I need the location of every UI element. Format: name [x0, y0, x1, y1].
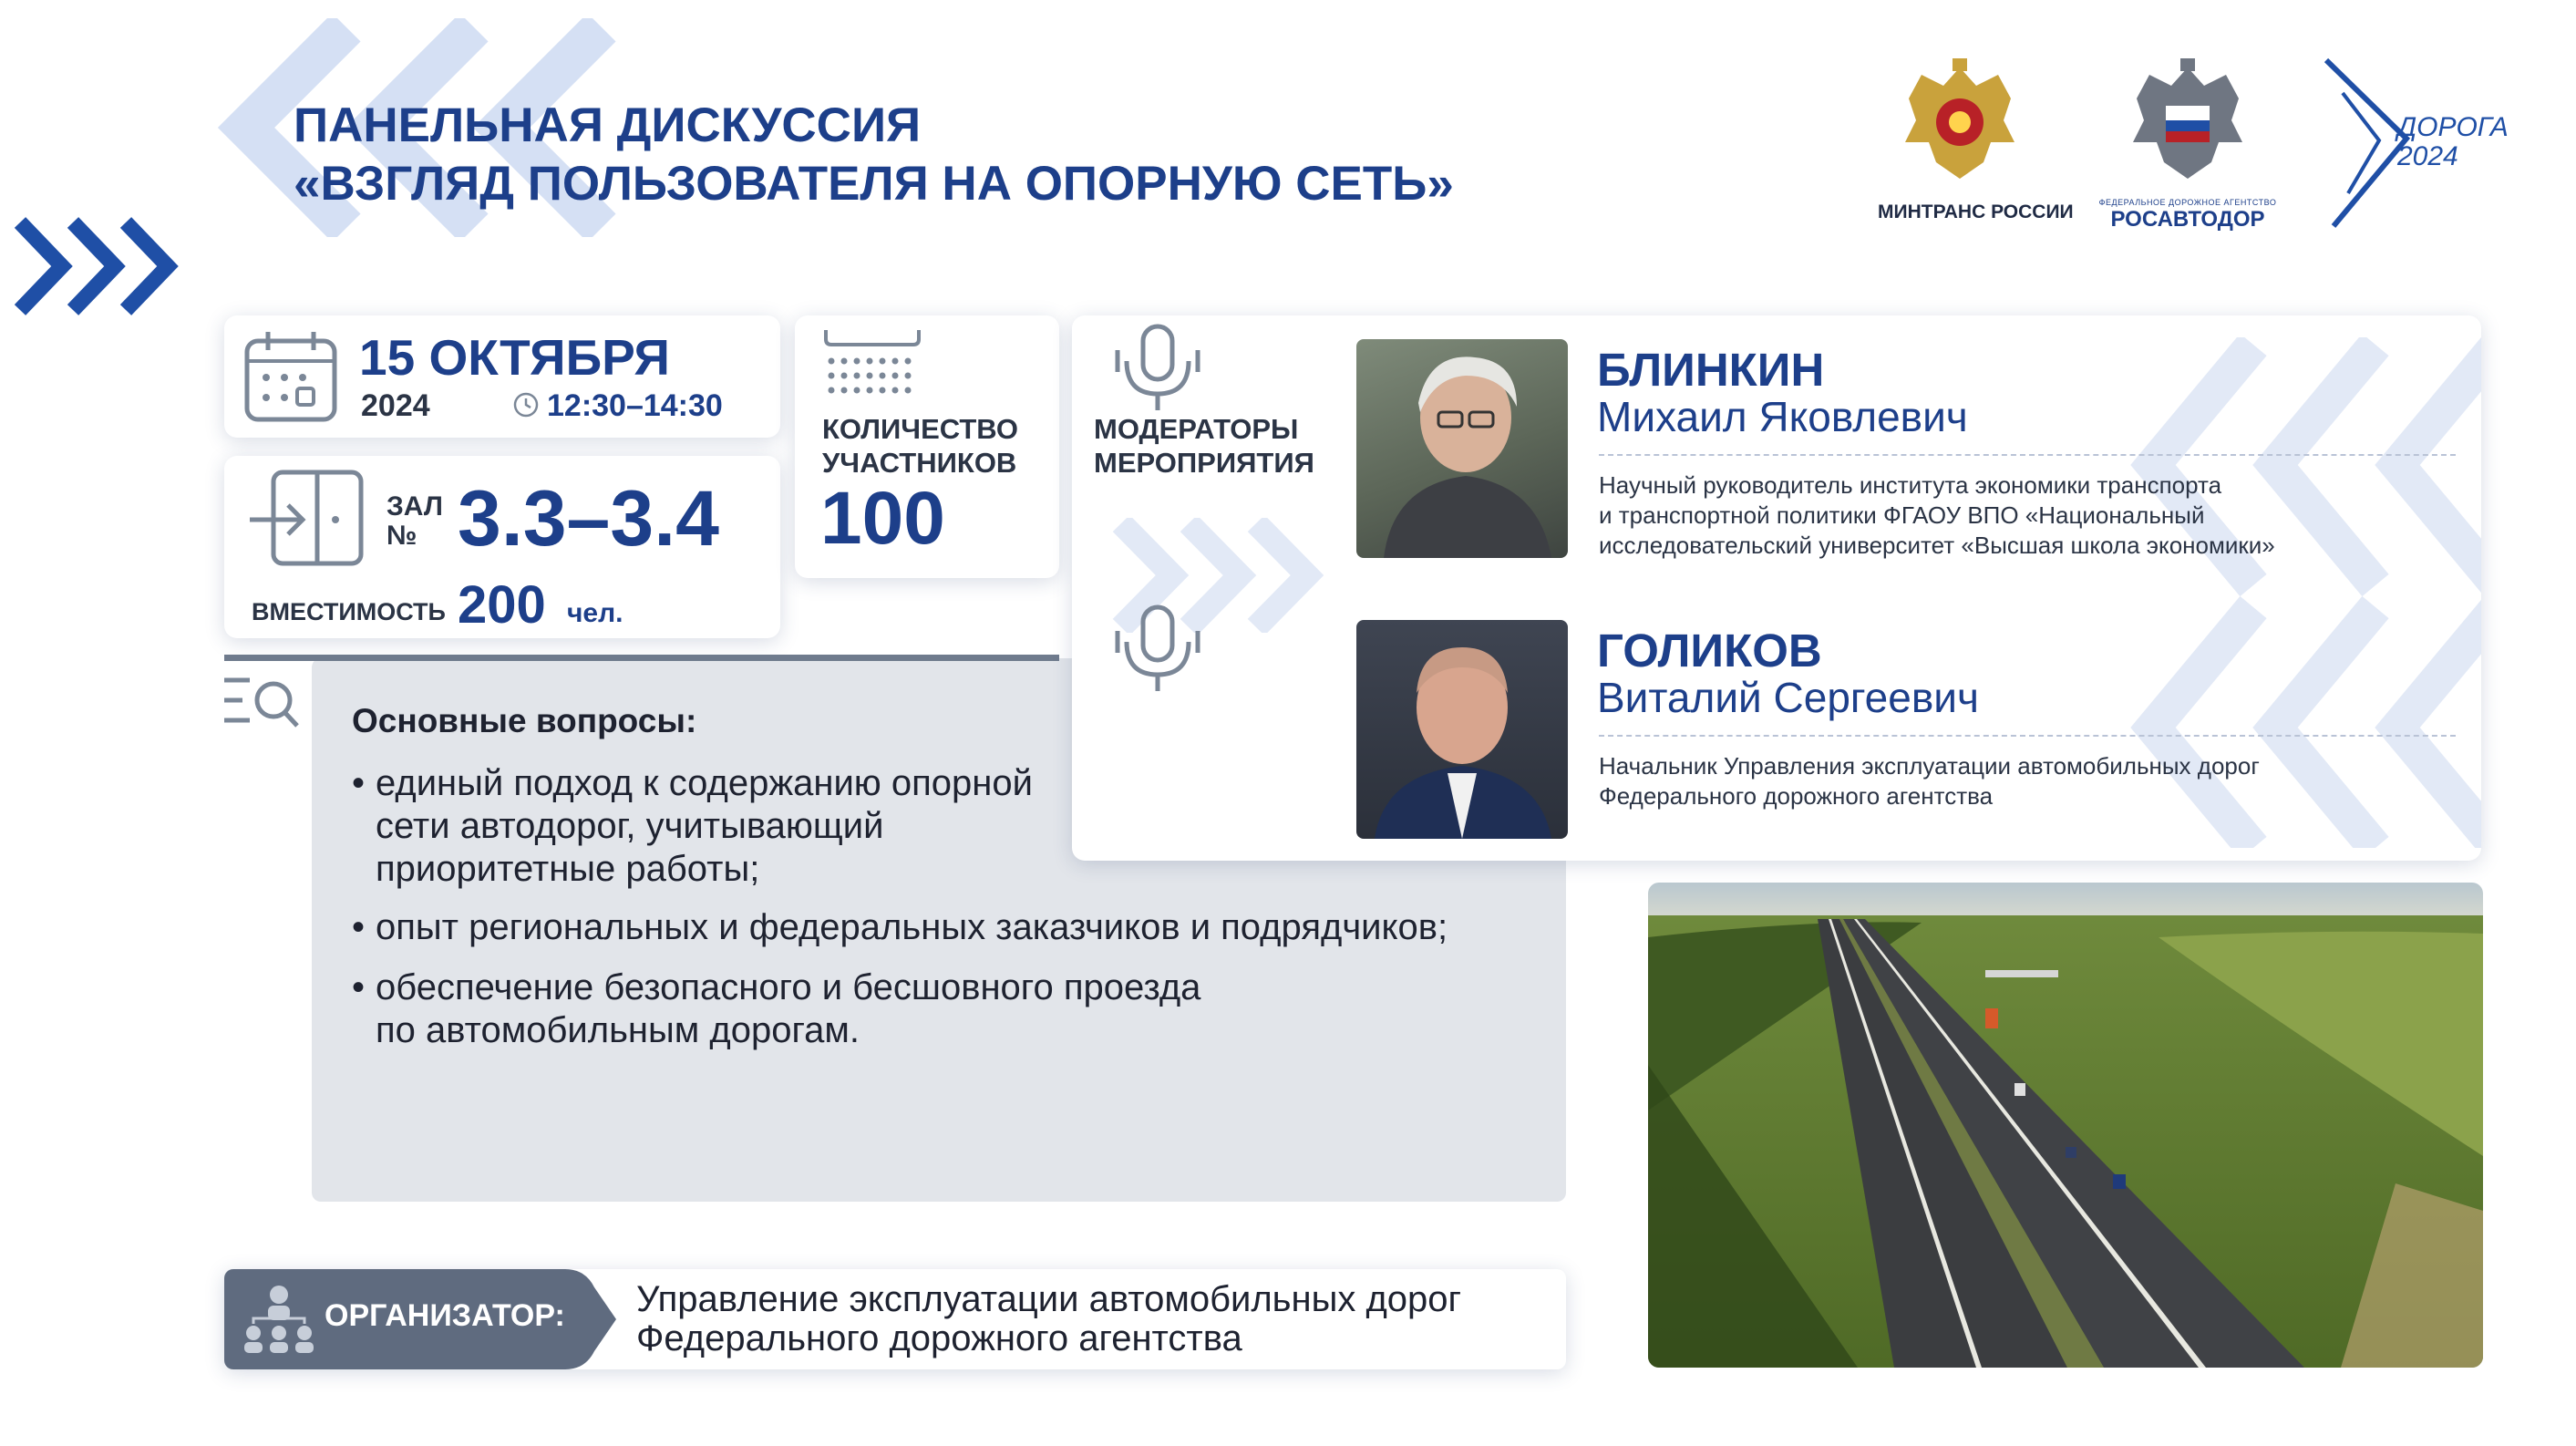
hierarchy-icon: [242, 1284, 315, 1355]
moderators-label-line-2: МЕРОПРИЯТИЯ: [1094, 447, 1314, 479]
clock-icon: [512, 391, 540, 418]
moderator-description-line: Научный руководитель института экономики транспорта: [1599, 471, 2222, 499]
moderator-name: Виталий Сергеевич: [1597, 674, 1979, 721]
capacity-label: ВМЕСТИМОСТЬ: [252, 598, 446, 625]
page-title-line-1: ПАНЕЛЬНАЯ ДИСКУССИЯ: [294, 98, 922, 152]
bullet-marker: •: [352, 763, 366, 803]
eagle-emblem-icon: [1896, 55, 2024, 191]
list-item: [352, 906, 365, 949]
microphone-icon: [1114, 323, 1201, 414]
page-title-line-2: «ВЗГЛЯД ПОЛЬЗОВАТЕЛЯ НА ОПОРНУЮ СЕТЬ»: [294, 157, 1454, 211]
moderator-description: [1599, 470, 2275, 561]
list-item-line: по автомобильным дорогам.: [376, 1010, 860, 1050]
doroga-2024-logo: [2315, 57, 2516, 230]
moderator-description-line: исследовательский университет «Высшая школа экономики»: [1599, 532, 2275, 559]
capacity-unit: чел.: [567, 598, 623, 628]
moderator-surname: БЛИНКИН: [1597, 344, 1825, 396]
moderator-divider: [1599, 735, 2456, 737]
list-item-line: сети автодорог, учитывающий: [376, 806, 884, 846]
doroga-year: 2024: [2397, 141, 2458, 171]
hall-label-text: ЗАЛ: [386, 491, 443, 522]
list-item: [352, 762, 365, 805]
participants-label-line-2: УЧАСТНИКОВ: [822, 447, 1017, 479]
participants-label-line-1: КОЛИЧЕСТВО: [822, 413, 1019, 445]
list-item-text: [376, 906, 1448, 949]
moderator-photo-blinkin: [1356, 339, 1568, 558]
event-year: 2024: [361, 388, 430, 423]
list-item-text: [376, 966, 1200, 1052]
mintrans-logo: [1878, 55, 2074, 222]
organizer-line: Управление эксплуатации автомобильных дорог: [636, 1279, 1462, 1319]
moderator-divider: [1599, 454, 2456, 456]
hall-number: 3.3–3.4: [458, 475, 719, 563]
door-icon: [246, 469, 366, 569]
doroga-label: ДОРОГА: [2397, 112, 2509, 142]
moderator-description: [1599, 751, 2260, 811]
highway-photo: [1648, 883, 2483, 1368]
organizer-label: ОРГАНИЗАТОР:: [325, 1298, 565, 1333]
moderator-description-line: и транспортной политики ФГАОУ ВПО «Национальный: [1599, 501, 2205, 529]
hall-card: [224, 456, 780, 638]
questions-title: Основные вопросы:: [352, 702, 697, 739]
chevrons-right-icon: [13, 217, 186, 320]
organizer-bar: [224, 1269, 1566, 1369]
event-time: 12:30–14:30: [547, 388, 723, 423]
moderators-label-line-1: МОДЕРАТОРЫ: [1094, 413, 1299, 445]
mintrans-label: МИНТРАНС РОССИИ: [1878, 201, 2074, 222]
list-item: [352, 966, 365, 1009]
organizer-text: [636, 1280, 1461, 1358]
capacity-value: 200: [458, 575, 546, 635]
hall-number-sign: №: [386, 521, 417, 551]
bullet-marker: •: [352, 967, 366, 1007]
hall-label: [386, 492, 443, 551]
participants-label: [822, 412, 1018, 480]
moderator-name: Михаил Яковлевич: [1597, 393, 1968, 440]
participants-count: 100: [820, 477, 945, 560]
moderator-description-line: Федерального дорожного агентства: [1599, 782, 1994, 810]
moderator-photo-golikov: [1356, 620, 1568, 839]
event-date: 15 ОКТЯБРЯ: [359, 329, 670, 386]
date-card: [224, 315, 780, 438]
microphone-icon: [1114, 604, 1201, 695]
questions-divider: [224, 655, 1059, 661]
list-item-line: единый подход к содержанию опорной: [376, 763, 1033, 803]
moderator-description-line: Начальник Управления эксплуатации автомобильных дорог: [1599, 752, 2260, 780]
moderators-card: [1072, 315, 2481, 861]
moderator-surname: ГОЛИКОВ: [1597, 625, 1822, 677]
list-item-line: приоритетные работы;: [376, 849, 760, 889]
rosavtodor-label: РОСАВТОДОР: [2110, 207, 2265, 232]
participants-card: [795, 315, 1059, 578]
rosavtodor-logo: [2097, 55, 2279, 232]
list-item-line: опыт региональных и федеральных заказчиков и подрядчиков;: [376, 907, 1448, 947]
organizer-line: Федерального дорожного агентства: [636, 1318, 1242, 1358]
bullet-marker: •: [352, 907, 366, 947]
list-item-line: обеспечение безопасного и бесшовного проезда: [376, 967, 1201, 1007]
page-title: [294, 97, 1454, 213]
rosavtodor-small-label: ФЕДЕРАЛЬНОЕ ДОРОЖНОЕ АГЕНТСТВО: [2098, 198, 2277, 207]
moderators-label: [1094, 412, 1314, 480]
calendar-icon: [242, 328, 339, 425]
seats-icon: [822, 326, 922, 403]
search-list-icon: [222, 675, 301, 729]
list-item-text: [376, 762, 1033, 891]
eagle-emblem-icon: [2124, 55, 2251, 191]
